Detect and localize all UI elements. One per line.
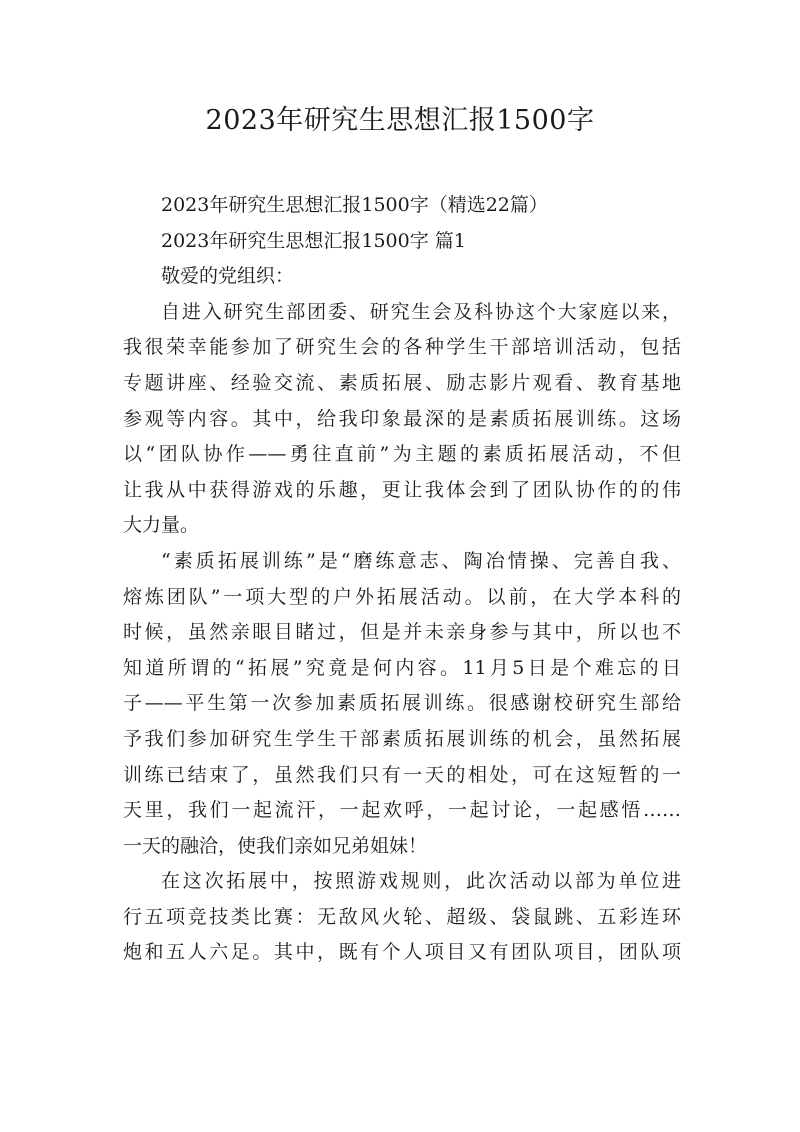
paragraph-1-line-1: 自进入研究生部团委、研究生会及科协这个大家庭以来， [161, 300, 681, 323]
paragraph-2-line-6: 予我们参加研究生学生干部素质拓展训练的机会，虽然拓展 [123, 727, 681, 750]
paragraph-1-line-4: 参观等内容。其中，给我印象最深的是素质拓展训练。这场 [123, 407, 681, 430]
paragraph-1-line-5: 以“团队协作——勇往直前”为主题的素质拓展活动，不但 [123, 443, 681, 466]
paragraph-2-line-8: 天里，我们一起流汗，一起欢呼，一起讨论，一起感悟…… [123, 799, 681, 822]
paragraph-2-line-4: 知道所谓的“拓展”究竟是何内容。11月5日是个难忘的日 [123, 656, 681, 679]
paragraph-3-line-3: 炮和五人六足。其中，既有个人项目又有团队项目，团队项 [123, 941, 681, 964]
paragraph-1-line-3: 专题讲座、经验交流、素质拓展、励志影片观看、教育基地 [123, 371, 681, 394]
section-heading: 2023年研究生思想汇报1500字 篇1 [161, 229, 466, 252]
paragraph-2-line-1: “素质拓展训练”是“磨练意志、陶冶情操、完善自我、 [161, 549, 681, 572]
paragraph-1-line-2: 我很荣幸能参加了研究生会的各种学生干部培训活动，包括 [123, 336, 681, 359]
subtitle-line: 2023年研究生思想汇报1500字（精选22篇） [161, 194, 548, 216]
paragraph-1-line-7: 大力量。 [123, 514, 200, 537]
paragraph-3-line-2: 行五项竞技类比赛：无敌风火轮、超级、袋鼠跳、五彩连环 [123, 905, 681, 928]
paragraph-1-line-6: 让我从中获得游戏的乐趣，更让我体会到了团队协作的的伟 [123, 478, 681, 501]
document-body [123, 188, 681, 971]
paragraph-3-line-1: 在这次拓展中，按照游戏规则，此次活动以部为单位进 [161, 870, 681, 893]
paragraph-2-line-7: 训练已结束了，虽然我们只有一天的相处，可在这短暂的一 [123, 763, 681, 786]
paragraph-2-line-5: 子——平生第一次参加素质拓展训练。很感谢校研究生部给 [123, 692, 681, 715]
paragraph-2-line-3: 时候，虽然亲眼目睹过，但是并未亲身参与其中，所以也不 [123, 621, 681, 644]
salutation: 敬爱的党组织： [161, 265, 295, 288]
paragraph-2-line-2: 熔炼团队”一项大型的户外拓展活动。以前，在大学本科的 [123, 585, 681, 608]
paragraph-2-line-9: 一天的融洽，使我们亲如兄弟姐妹！ [123, 834, 428, 857]
document-title: 2023年研究生思想汇报1500字 [205, 105, 595, 136]
